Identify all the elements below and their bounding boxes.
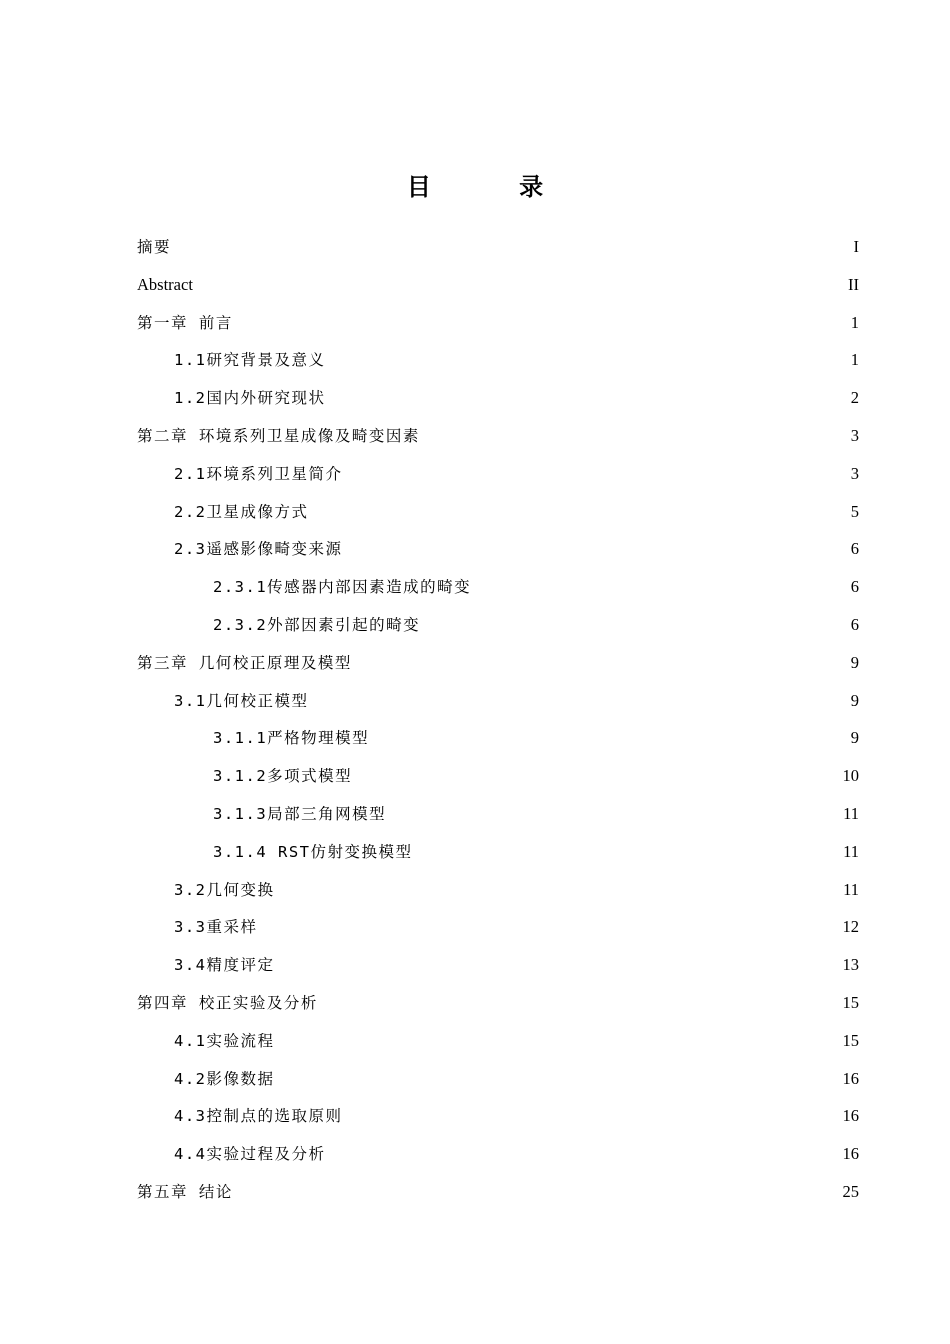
- toc-entry-label: 3.4精度评定: [174, 956, 275, 975]
- toc-list: [137, 228, 859, 1211]
- toc-entry-page-number: 6: [850, 577, 859, 597]
- toc-entry-page-number: 15: [842, 992, 859, 1012]
- toc-entry-page-number: 11: [843, 803, 859, 823]
- toc-entry[interactable]: [137, 946, 859, 984]
- toc-entry[interactable]: [137, 417, 859, 455]
- toc-entry[interactable]: [137, 795, 859, 833]
- toc-entry[interactable]: [137, 1173, 859, 1211]
- toc-dot-leader: [472, 591, 850, 592]
- toc-dot-leader: [344, 478, 850, 479]
- toc-entry-page-number: 25: [842, 1181, 859, 1201]
- toc-dot-leader: [310, 516, 850, 517]
- toc-entry-label: 摘要: [137, 238, 172, 256]
- toc-entry[interactable]: [137, 606, 859, 644]
- toc-entry[interactable]: [137, 1060, 859, 1098]
- toc-entry[interactable]: [137, 908, 859, 946]
- toc-entry-label: 3.2几何变换: [174, 880, 275, 899]
- toc-entry-page-number: 11: [843, 879, 859, 899]
- toc-entry-page-number: 9: [850, 728, 859, 748]
- toc-dot-leader: [344, 553, 850, 554]
- toc-dot-leader: [414, 856, 843, 857]
- toc-entry-label: Abstract: [137, 274, 193, 294]
- toc-entry[interactable]: [137, 984, 859, 1022]
- toc-entry-page-number: 6: [850, 539, 859, 559]
- toc-entry-page-number: 9: [850, 652, 859, 672]
- toc-entry-label: 3.1.4 RST仿射变换模型: [213, 842, 413, 861]
- toc-entry-page-number: II: [848, 274, 859, 294]
- toc-entry[interactable]: [137, 1097, 859, 1135]
- toc-entry-page-number: 16: [842, 1144, 859, 1164]
- toc-entry[interactable]: [137, 455, 859, 493]
- toc-entry-label: 1.1研究背景及意义: [174, 351, 326, 370]
- toc-entry-page-number: 13: [842, 955, 859, 975]
- toc-entry-label: 3.1几何校正模型: [174, 691, 309, 710]
- toc-entry[interactable]: [137, 871, 859, 909]
- toc-entry-page-number: 5: [850, 501, 859, 521]
- toc-entry-label: 4.4实验过程及分析: [174, 1145, 326, 1164]
- toc-entry-label: 2.2卫星成像方式: [174, 502, 309, 521]
- toc-entry[interactable]: [137, 304, 859, 342]
- toc-entry-page-number: 10: [842, 766, 859, 786]
- toc-entry[interactable]: [137, 682, 859, 720]
- toc-entry[interactable]: [137, 493, 859, 531]
- toc-dot-leader: [310, 705, 850, 706]
- toc-entry-page-number: 16: [842, 1068, 859, 1088]
- toc-entry-page-number: I: [853, 237, 859, 256]
- toc-entry-page-number: 11: [843, 841, 859, 861]
- toc-entry-page-number: 6: [850, 614, 859, 634]
- toc-entry-page-number: 12: [842, 917, 859, 937]
- toc-entry-label: 3.1.3局部三角网模型: [213, 804, 387, 823]
- toc-entry-page-number: 3: [850, 463, 859, 483]
- toc-dot-leader: [327, 1158, 842, 1159]
- toc-entry[interactable]: [137, 833, 859, 871]
- toc-entry-label: 3.1.2多项式模型: [213, 767, 353, 786]
- toc-entry-label: 2.3.2外部因素引起的畸变: [213, 615, 421, 634]
- toc-entry-page-number: 3: [850, 425, 859, 445]
- toc-dot-leader: [327, 402, 850, 403]
- toc-entry[interactable]: [137, 379, 859, 417]
- toc-entry-label: 3.1.1严格物理模型: [213, 729, 370, 748]
- toc-dot-leader: [259, 931, 842, 932]
- toc-entry-label: 第二章 环境系列卫星成像及畸变因素: [137, 426, 420, 445]
- toc-dot-leader: [387, 818, 842, 819]
- toc-dot-leader: [370, 742, 850, 743]
- toc-entry-label: 4.3控制点的选取原则: [174, 1107, 343, 1126]
- toc-entry-label: 1.2国内外研究现状: [174, 389, 326, 408]
- toc-entry-page-number: 1: [850, 350, 859, 370]
- toc-entry-label: 4.1实验流程: [174, 1031, 275, 1050]
- toc-entry-label: 4.2影像数据: [174, 1069, 275, 1088]
- toc-entry[interactable]: [137, 757, 859, 795]
- toc-dot-leader: [421, 440, 850, 441]
- toc-dot-leader: [344, 1120, 842, 1121]
- toc-entry[interactable]: [137, 266, 859, 304]
- toc-entry-label: 第三章 几何校正原理及模型: [137, 653, 352, 672]
- toc-entry-page-number: 16: [842, 1106, 859, 1126]
- toc-dot-leader: [234, 1196, 842, 1197]
- toc-entry-label: 2.3遥感影像畸变来源: [174, 540, 343, 559]
- toc-dot-leader: [319, 1007, 842, 1008]
- toc-title: 目 录: [406, 173, 584, 201]
- toc-dot-leader: [276, 969, 842, 970]
- toc-entry[interactable]: [137, 568, 859, 606]
- toc-entry[interactable]: [137, 1135, 859, 1173]
- toc-entry[interactable]: [137, 719, 859, 757]
- toc-entry-label: 3.3重采样: [174, 918, 258, 937]
- toc-dot-leader: [172, 251, 852, 252]
- toc-dot-leader: [234, 327, 850, 328]
- toc-dot-leader: [276, 894, 843, 895]
- toc-entry[interactable]: [137, 341, 859, 379]
- toc-dot-leader: [327, 364, 850, 365]
- toc-entry-page-number: 15: [842, 1030, 859, 1050]
- toc-entry-label: 2.1环境系列卫星简介: [174, 464, 343, 483]
- toc-entry[interactable]: [137, 1022, 859, 1060]
- toc-entry-label: 2.3.1传感器内部因素造成的畸变: [213, 578, 472, 597]
- toc-dot-leader: [421, 629, 850, 630]
- toc-entry-label: 第一章 前言: [137, 313, 233, 332]
- toc-entry-label: 第四章 校正实验及分析: [137, 993, 318, 1012]
- toc-entry-page-number: 1: [850, 312, 859, 332]
- toc-entry-label: 第五章 结论: [137, 1182, 233, 1201]
- toc-dot-leader: [276, 1045, 842, 1046]
- toc-entry-page-number: 2: [850, 388, 859, 408]
- toc-entry[interactable]: [137, 644, 859, 682]
- toc-dot-leader: [353, 667, 850, 668]
- toc-entry-page-number: 9: [850, 690, 859, 710]
- toc-entry[interactable]: [137, 530, 859, 568]
- toc-dot-leader: [194, 289, 847, 290]
- toc-dot-leader: [276, 1083, 842, 1084]
- toc-dot-leader: [353, 780, 841, 781]
- toc-entry[interactable]: [137, 228, 859, 266]
